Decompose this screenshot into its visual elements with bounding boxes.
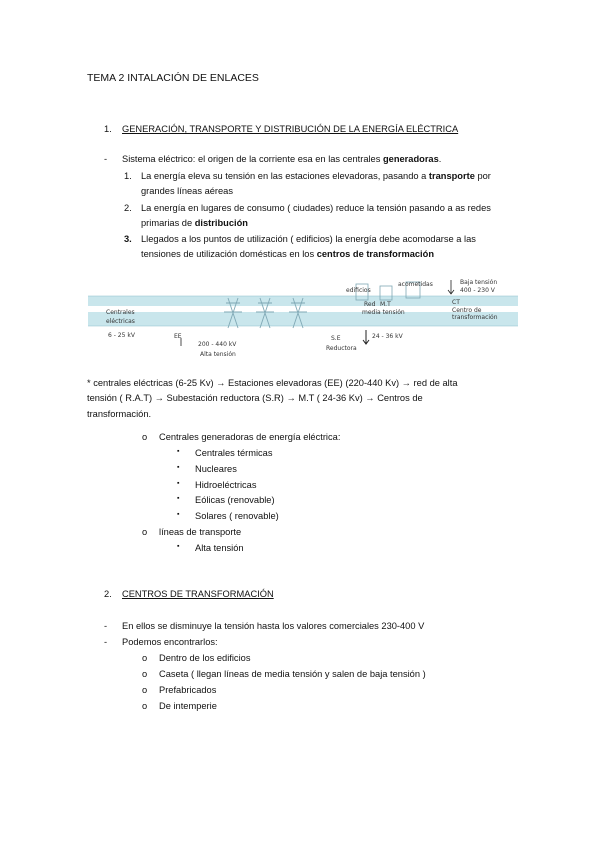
list-item: Eólicas (renovable) [195, 495, 275, 505]
section-2-bullet-1: En ellos se disminuye la tensión hasta los valores comerciales 230-400 V [122, 621, 425, 631]
section-1-heading: GENERACIÓN, TRANSPORTE Y DISTRIBUCIÓN DE LA ENERGÍA ELÉCTRICA [122, 124, 459, 134]
circle-bullet: o [142, 685, 148, 695]
item-3-line-2: tensiones de utilización domésticas en los centros de transformación [141, 249, 434, 259]
label-kv1: 6 - 25 kV [108, 332, 135, 339]
label-se: S.E [331, 335, 341, 342]
circle-bullet: o [142, 701, 148, 711]
label-transf: transformación [452, 314, 498, 321]
label-kv4: 400 - 230 V [460, 287, 495, 294]
list-item: Dentro de los edificios [159, 653, 251, 663]
summary-line-1: * centrales eléctricas (6-25 Kv) → Estaciones elevadoras (EE) (220-440 Kv) → red de alta [87, 378, 458, 388]
label-red: Red [364, 301, 376, 308]
arrow-down-icon [363, 330, 369, 344]
label-acometidas: acometidas [398, 281, 433, 288]
square-bullet: ▪ [177, 511, 180, 518]
list-item: Nucleares [195, 464, 237, 474]
circle-bullet: o [142, 432, 148, 442]
label-centrales: Centrales [106, 309, 135, 316]
page-title: TEMA 2 INTALACIÓN DE ENLACES [87, 72, 259, 84]
intro-text: Sistema eléctrico: el origen de la corriente esa en las centrales generadoras. [122, 154, 442, 164]
dash-bullet: - [104, 154, 108, 164]
label-reductora: Reductora [326, 345, 357, 352]
list-item: Caseta ( llegan líneas de media tensión y salen de baja tensión ) [159, 669, 426, 679]
power-grid-diagram [88, 268, 518, 364]
arrow-down-icon [448, 280, 454, 294]
section-2-heading: CENTROS DE TRANSFORMACIÓN [122, 589, 274, 599]
label-electricas: eléctricas [106, 318, 135, 325]
list-item: Hidroeléctricas [195, 480, 257, 490]
item-1-line-1: La energía eleva su tensión en las estaciones elevadoras, pasando a transporte por [141, 171, 491, 181]
item-1-line-2: grandes líneas aéreas [141, 186, 233, 196]
list-item: De intemperie [159, 701, 217, 711]
list-item: Solares ( renovable) [195, 511, 279, 521]
item-2-line-1: La energía en lugares de consumo ( ciudades) reduce la tensión pasando a as redes [141, 203, 491, 213]
summary-line-2: tensión ( R.A.T) → Subestación reductora (S.R) → M.T ( 24-36 Kv) → Centros de [87, 393, 423, 403]
item-number: 1. [124, 171, 132, 181]
square-bullet: ▪ [177, 448, 180, 455]
square-bullet: ▪ [177, 495, 180, 502]
label-edificios: edificios [346, 287, 371, 294]
label-alta: Alta tensión [200, 351, 236, 358]
list-item: Alta tensión [195, 543, 244, 553]
list-heading: Centrales generadoras de energía eléctrica: [159, 432, 341, 442]
list-item: Prefabricados [159, 685, 217, 695]
item-2-line-2: primarias de distribución [141, 218, 248, 228]
section-1-number: 1. [104, 124, 112, 134]
square-bullet: ▪ [177, 480, 180, 487]
label-mt: M.T [380, 301, 391, 308]
list-item: Centrales térmicas [195, 448, 273, 458]
circle-bullet: o [142, 653, 148, 663]
summary-line-3: transformación. [87, 409, 152, 419]
square-bullet: ▪ [177, 543, 180, 550]
circle-bullet: o [142, 527, 148, 537]
label-media: media tensión [362, 309, 405, 316]
dash-bullet: - [104, 637, 108, 647]
list-heading: líneas de transporte [159, 527, 242, 537]
label-centro: Centro de [452, 307, 482, 314]
label-baja: Baja tensión [460, 279, 498, 286]
label-ct: CT [452, 299, 460, 306]
circle-bullet: o [142, 669, 148, 679]
square-bullet: ▪ [177, 464, 180, 471]
label-kv2: 200 - 440 kV [198, 341, 237, 348]
item-3-line-1: Llegados a los puntos de utilización ( edificios) la energía debe acomodarse a las [141, 234, 476, 244]
section-2-bullet-2: Podemos encontrarlos: [122, 637, 218, 647]
label-kv3: 24 - 36 kV [372, 333, 403, 340]
dash-bullet: - [104, 621, 108, 631]
item-number: 2. [124, 203, 132, 213]
item-number: 3. [124, 234, 132, 244]
section-2-number: 2. [104, 589, 112, 599]
label-ee: EE [174, 333, 182, 340]
